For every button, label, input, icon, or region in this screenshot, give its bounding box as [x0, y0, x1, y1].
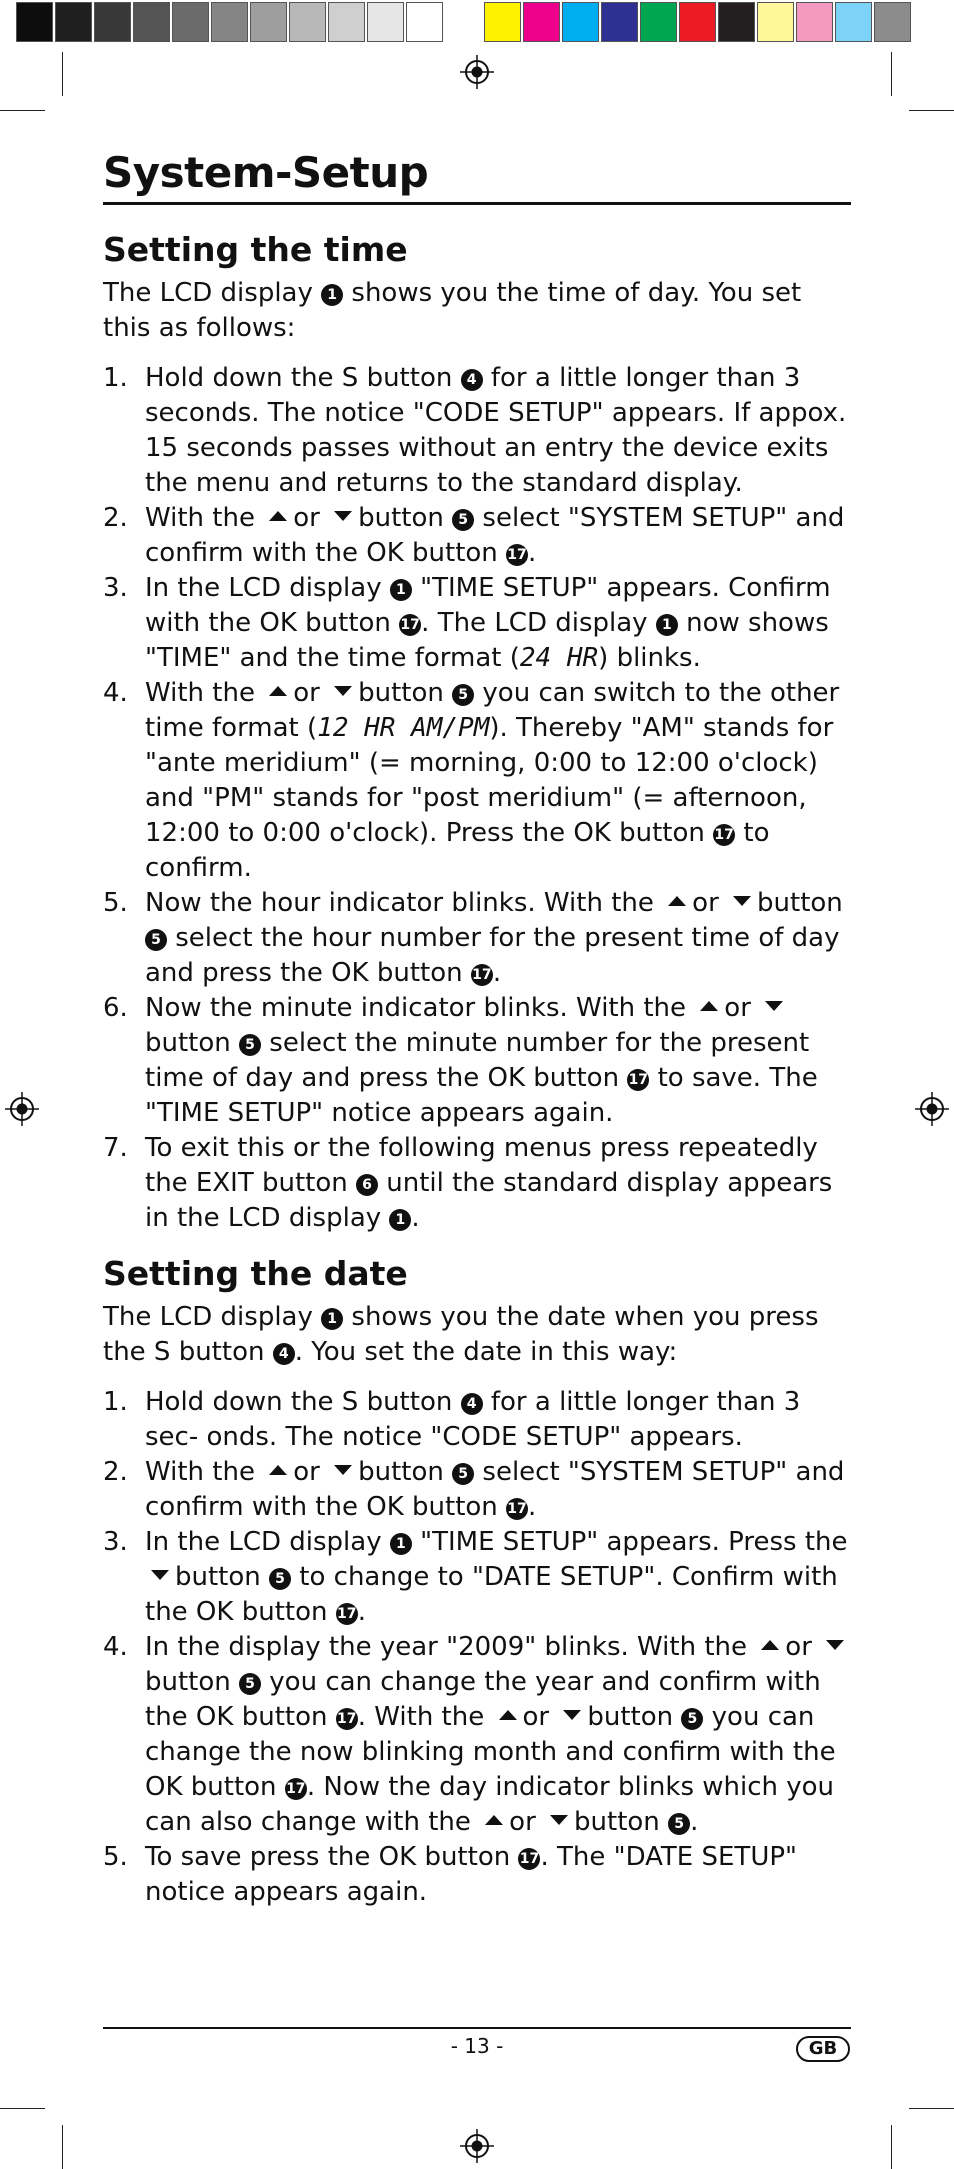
text-run: . You set the date in this way: [294, 1337, 678, 1367]
callout-number-icon: 1 [321, 284, 343, 306]
text-run: . With the [357, 1702, 493, 1732]
text-run: to change to "DATE SETUP". Confirm with the OK button [145, 1562, 838, 1627]
text-run: ) blinks. [598, 643, 701, 673]
callout-number-icon: 5 [239, 1034, 261, 1056]
text-run: or [293, 503, 329, 533]
text-run: button [358, 1457, 453, 1487]
step-number: 6. [103, 993, 128, 1023]
color-swatch [406, 2, 443, 42]
text-run: With the [145, 678, 264, 708]
arrow-down-icon [733, 896, 751, 906]
color-swatch [484, 2, 521, 42]
callout-number-icon: 1 [390, 579, 412, 601]
callout-number-icon: 5 [269, 1568, 291, 1590]
color-swatch [796, 2, 833, 42]
callout-number-icon: 1 [390, 1533, 412, 1555]
text-run: . [690, 1807, 699, 1837]
callout-number-icon: 17 [285, 1778, 307, 1800]
text-run: or [293, 678, 329, 708]
lcd-text: 12 HR AM/PM [317, 713, 490, 743]
text-run: Hold down the S button [145, 1387, 461, 1417]
arrow-down-icon [563, 1710, 581, 1720]
page-title: System-Setup [103, 148, 429, 197]
arrow-down-icon [765, 1001, 783, 1011]
text-run: . [357, 1597, 366, 1627]
step-number: 3. [103, 573, 128, 603]
date-intro [103, 1300, 855, 1370]
arrow-down-icon [151, 1570, 169, 1580]
callout-number-icon: 17 [506, 1498, 528, 1520]
color-swatch [718, 2, 755, 42]
arrow-up-icon [761, 1640, 779, 1650]
step-number: 1. [103, 363, 128, 393]
crop-mark [891, 52, 892, 96]
text-run: you can change the year and confirm with the OK button [145, 1667, 821, 1732]
arrow-up-icon [269, 511, 287, 521]
color-swatch [601, 2, 638, 42]
crop-mark [891, 2125, 892, 2169]
text-run: button [757, 888, 843, 918]
text-run: select the hour number for the present time of day and press the OK button [145, 923, 840, 988]
text-run: select the minute number for the present time of day and press the OK button [145, 1028, 810, 1093]
text-run: or [509, 1807, 545, 1837]
text-run: Now the minute indicator blinks. With the [145, 993, 695, 1023]
callout-number-icon: 5 [452, 509, 474, 531]
text-run: ). Thereby "AM" stands for "ante meridium" (= morning, 0:00 to 12:00 o'clock) and "PM" stands for "post meridium" (= afternoon, 12:00 to 0:00 o'clock). Press the OK button [145, 713, 834, 848]
callout-number-icon: 5 [239, 1673, 261, 1695]
crop-mark [62, 2125, 63, 2169]
callout-number-icon: 5 [668, 1813, 690, 1835]
text-run: To exit this or the following menus press repeatedly the EXIT button [145, 1133, 818, 1198]
step-number: 4. [103, 678, 128, 708]
list-item [103, 1385, 855, 1455]
crop-mark [909, 110, 954, 111]
setting-time-section [103, 228, 855, 1236]
text-run: select "SYSTEM SETUP" and confirm with the OK button [145, 503, 845, 568]
color-swatch [133, 2, 170, 42]
list-item [103, 571, 855, 676]
callout-number-icon: 1 [656, 614, 678, 636]
text-run: button [145, 1667, 240, 1697]
callout-number-icon: 1 [321, 1308, 343, 1330]
color-swatch [16, 2, 53, 42]
text-run: shows you the date when you press the S button [103, 1302, 819, 1367]
step-number: 2. [103, 503, 128, 533]
list-item [103, 501, 855, 571]
registration-mark-icon [460, 55, 494, 89]
text-run: . [528, 538, 537, 568]
language-badge: GB [796, 2036, 850, 2062]
registration-mark-icon [5, 1092, 39, 1126]
color-swatch [289, 2, 326, 42]
text-run: "TIME SETUP" appears. Press the [411, 1527, 848, 1557]
crop-mark [0, 2108, 45, 2109]
callout-number-icon: 17 [399, 614, 421, 636]
text-run: select "SYSTEM SETUP" and confirm with the OK button [145, 1457, 845, 1522]
text-run: . [411, 1203, 420, 1233]
color-swatch [328, 2, 365, 42]
color-bar [484, 2, 913, 42]
callout-number-icon: 17 [471, 964, 493, 986]
text-run: With the [145, 503, 264, 533]
callout-number-icon: 1 [389, 1209, 411, 1231]
date-steps-list [103, 1385, 855, 1910]
callout-number-icon: 4 [461, 369, 483, 391]
list-item [103, 1455, 855, 1525]
time-steps-list [103, 361, 855, 1236]
text-run: button [145, 1028, 240, 1058]
text-run: shows you the time of day. You set this as follows: [103, 278, 802, 343]
text-run: until the standard display appears in the LCD display [145, 1168, 833, 1233]
text-run: Hold down the S button [145, 363, 461, 393]
color-swatch [835, 2, 872, 42]
page-number: - 13 - [450, 2034, 504, 2058]
list-item [103, 991, 855, 1131]
text-run: The LCD display [103, 1302, 322, 1332]
text-run: . The LCD display [421, 608, 656, 638]
text-run: button [587, 1702, 682, 1732]
text-run: button [574, 1807, 669, 1837]
color-swatch [562, 2, 599, 42]
arrow-up-icon [269, 1465, 287, 1475]
color-swatch [94, 2, 131, 42]
text-run: you can change the now blinking month and confirm with the OK button [145, 1702, 836, 1802]
crop-mark [62, 52, 63, 96]
callout-number-icon: 17 [506, 544, 528, 566]
arrow-down-icon [334, 1465, 352, 1475]
text-run: to confirm. [145, 818, 770, 883]
step-number: 2. [103, 1457, 128, 1487]
section-title-date: Setting the date [103, 1254, 408, 1293]
text-run: you can switch to the other time format ( [145, 678, 840, 743]
text-run: for a little longer than 3 seconds. The notice "CODE SETUP" appears. If appox. 15 seconds passes without an entry the device exits the menu and returns to the standard display. [145, 363, 847, 498]
time-intro [103, 276, 855, 346]
color-swatch [523, 2, 560, 42]
text-run: . [492, 958, 502, 988]
text-run: for a little longer than 3 sec- onds. The notice "CODE SETUP" appears. [145, 1387, 801, 1452]
text-run: . Now the day indicator blinks which you can also change with the [145, 1772, 835, 1837]
color-swatch [757, 2, 794, 42]
text-run: or [692, 888, 728, 918]
step-number: 5. [103, 888, 128, 918]
registration-mark-icon [460, 2129, 494, 2163]
text-run: In the LCD display [145, 573, 390, 603]
callout-number-icon: 17 [336, 1603, 358, 1625]
step-number: 7. [103, 1133, 128, 1163]
gray-scale-bar [16, 2, 445, 42]
arrow-down-icon [334, 686, 352, 696]
text-run: "TIME SETUP" appears. Confirm with the OK button [145, 573, 831, 638]
callout-number-icon: 17 [336, 1708, 358, 1730]
text-run: In the LCD display [145, 1527, 390, 1557]
text-run: or [724, 993, 760, 1023]
callout-number-icon: 4 [273, 1343, 295, 1365]
arrow-down-icon [550, 1815, 568, 1825]
text-run: or [293, 1457, 329, 1487]
crop-mark [909, 2108, 954, 2109]
text-run: Now the hour indicator blinks. With the [145, 888, 663, 918]
text-run: to save. The "TIME SETUP" notice appears again. [145, 1063, 818, 1128]
text-run: button [175, 1562, 270, 1592]
callout-number-icon: 17 [713, 824, 735, 846]
text-run: With the [145, 1457, 264, 1487]
step-number: 3. [103, 1527, 128, 1557]
list-item [103, 886, 855, 991]
text-run: or [785, 1632, 821, 1662]
color-swatch [640, 2, 677, 42]
callout-number-icon: 4 [461, 1393, 483, 1415]
list-item [103, 1840, 855, 1910]
callout-number-icon: 17 [518, 1848, 540, 1870]
list-item [103, 676, 855, 886]
text-run: In the display the year "2009" blinks. With the [145, 1632, 756, 1662]
color-swatch [55, 2, 92, 42]
arrow-down-icon [334, 511, 352, 521]
arrow-down-icon [826, 1640, 844, 1650]
arrow-up-icon [485, 1815, 503, 1825]
callout-number-icon: 6 [356, 1174, 378, 1196]
list-item [103, 1131, 855, 1236]
callout-number-icon: 17 [627, 1069, 649, 1091]
lcd-text: 24 HR [519, 643, 599, 673]
main-content [103, 228, 855, 1926]
text-run: The LCD display [103, 278, 322, 308]
arrow-up-icon [668, 896, 686, 906]
section-title-time: Setting the time [103, 230, 408, 269]
text-run: button [358, 503, 453, 533]
color-swatch [250, 2, 287, 42]
callout-number-icon: 5 [452, 1463, 474, 1485]
registration-mark-icon [915, 1092, 949, 1126]
setting-date-section [103, 1252, 855, 1910]
title-rule [103, 202, 851, 205]
color-swatch [874, 2, 911, 42]
step-number: 1. [103, 1387, 128, 1417]
crop-mark [0, 110, 45, 111]
list-item [103, 1525, 855, 1630]
color-swatch [679, 2, 716, 42]
color-swatch [367, 2, 404, 42]
arrow-up-icon [269, 686, 287, 696]
callout-number-icon: 5 [681, 1708, 703, 1730]
text-run: . [528, 1492, 537, 1522]
arrow-up-icon [499, 1710, 517, 1720]
step-number: 5. [103, 1842, 128, 1872]
list-item [103, 1630, 855, 1840]
text-run: now shows "TIME" and the time format ( [145, 608, 829, 673]
text-run: To save press the OK button [145, 1842, 519, 1872]
color-swatch [172, 2, 209, 42]
color-swatch [211, 2, 248, 42]
arrow-up-icon [700, 1001, 718, 1011]
text-run: or [522, 1702, 558, 1732]
callout-number-icon: 5 [145, 929, 167, 951]
text-run: button [358, 678, 453, 708]
step-number: 4. [103, 1632, 128, 1662]
callout-number-icon: 5 [452, 684, 474, 706]
list-item [103, 361, 855, 501]
footer-rule [103, 2027, 851, 2029]
text-run: . The "DATE SETUP" notice appears again. [145, 1842, 797, 1907]
